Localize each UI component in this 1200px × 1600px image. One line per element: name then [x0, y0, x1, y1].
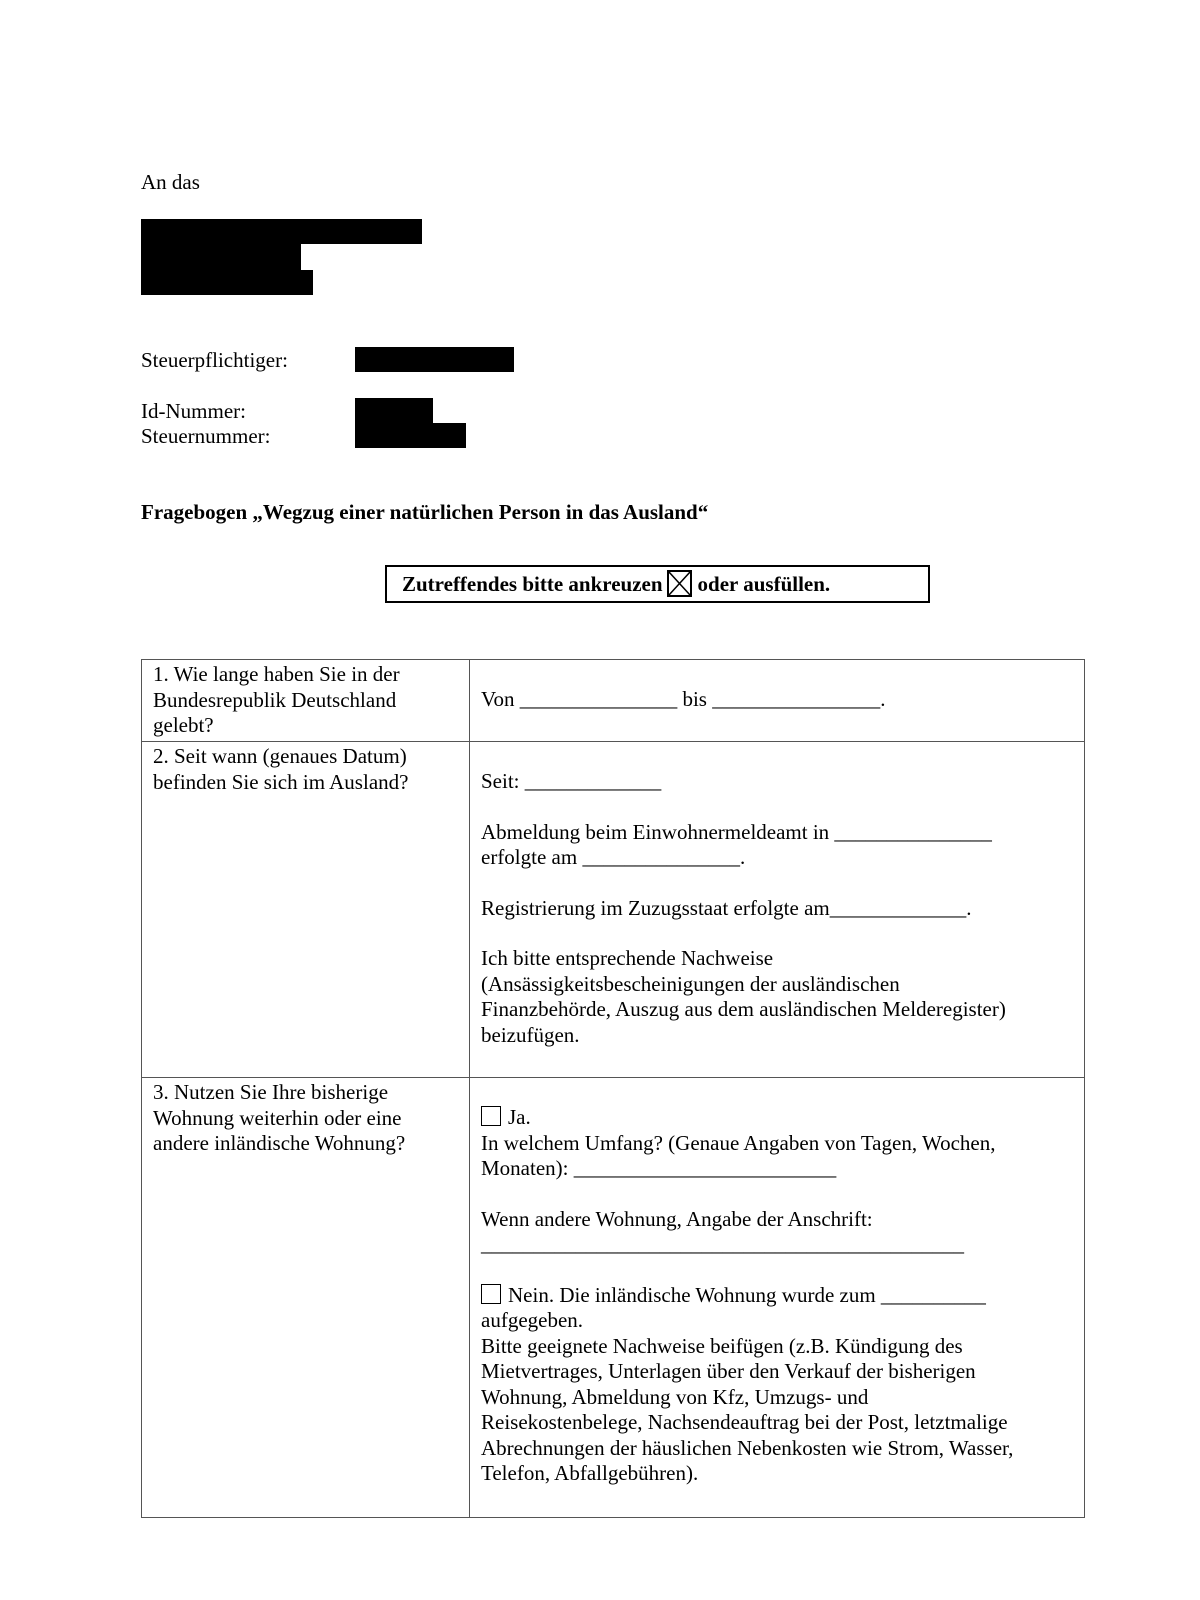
instruction-text-after: oder ausfüllen.	[697, 571, 831, 596]
yes-label: Ja.	[508, 1105, 531, 1129]
extent-field[interactable]: Monaten): _________________________	[481, 1156, 837, 1180]
table-row	[142, 660, 1085, 742]
checked-box-icon	[667, 570, 692, 597]
given-up-text: aufgegeben.	[481, 1308, 584, 1332]
answer-cell	[470, 742, 1085, 1078]
recipient-salutation: An das	[141, 170, 200, 194]
tax-number-label: Steuernummer:	[141, 424, 271, 448]
proof-note-line: Finanzbehörde, Auszug aus dem ausländischen Melderegister)	[481, 997, 1006, 1021]
question-cell	[142, 742, 470, 1078]
evidence-note-line: Bitte geeignete Nachweise beifügen (z.B. Kündigung des	[481, 1333, 963, 1358]
form-title: Fragebogen „Wegzug einer natürlichen Person in das Ausland“	[141, 500, 709, 524]
question-text: 2. Seit wann (genaues Datum) befinden Sie sich im Ausland?	[153, 744, 409, 794]
question-text: 3. Nutzen Sie Ihre bisherige Wohnung weiterhin oder eine andere inländische Wohnung?	[153, 1080, 406, 1155]
question-cell	[142, 660, 470, 742]
answer-cell	[470, 1078, 1085, 1518]
redacted-recipient-line-1	[141, 219, 422, 244]
redacted-tax-number	[355, 423, 466, 448]
deregistration-place-field[interactable]: Abmeldung beim Einwohnermeldeamt in _______________	[481, 819, 992, 844]
evidence-note-line: Abrechnungen der häuslichen Nebenkosten wie Strom, Wasser,	[481, 1435, 1014, 1460]
proof-note-line: Ich bitte entsprechende Nachweise	[481, 946, 774, 970]
table-row	[142, 1078, 1085, 1518]
redacted-taxpayer-name	[355, 347, 514, 372]
redacted-recipient-line-2	[141, 244, 301, 270]
questionnaire-table	[141, 659, 1085, 1518]
question-text: 1. Wie lange haben Sie in der Bundesrepublik Deutschland gelebt?	[153, 662, 400, 737]
instruction-box	[385, 565, 930, 603]
answer-cell	[470, 660, 1085, 742]
taxpayer-label: Steuerpflichtiger:	[141, 348, 288, 372]
abroad-since-field[interactable]: Seit: _____________	[481, 769, 662, 793]
extent-question-line: In welchem Umfang? (Genaue Angaben von Tagen, Wochen,	[481, 1130, 996, 1155]
evidence-note-line: Reisekostenbelege, Nachsendeauftrag bei der Post, letztmalige	[481, 1410, 1008, 1434]
other-address-label: Wenn andere Wohnung, Angabe der Anschrift:	[481, 1206, 873, 1231]
evidence-note-line: Telefon, Abfallgebühren).	[481, 1461, 699, 1485]
registration-date-field[interactable]: Registrierung im Zuzugsstaat erfolgte am_____________.	[481, 895, 972, 920]
instruction-text-before: Zutreffendes bitte ankreuzen	[402, 571, 663, 596]
table-row	[142, 742, 1085, 1078]
proof-note-line: beizufügen.	[481, 1022, 580, 1047]
yes-checkbox[interactable]	[481, 1106, 501, 1126]
residence-period-field[interactable]: Von _______________ bis ________________.	[481, 687, 886, 711]
no-checkbox[interactable]	[481, 1284, 501, 1304]
question-cell	[142, 1078, 470, 1518]
proof-note-line: (Ansässigkeitsbescheinigungen der ausländischen	[481, 971, 900, 996]
evidence-note-line: Mietvertrages, Unterlagen über den Verkauf der bisherigen	[481, 1359, 976, 1383]
id-number-label: Id-Nummer:	[141, 399, 246, 423]
other-address-field[interactable]: ______________________________________________	[481, 1232, 964, 1256]
evidence-note-line: Wohnung, Abmeldung von Kfz, Umzugs- und	[481, 1384, 869, 1409]
redacted-id-number	[355, 398, 433, 424]
no-label[interactable]: Nein. Die inländische Wohnung wurde zum __________	[508, 1282, 986, 1307]
deregistration-date-field[interactable]: erfolgte am _______________.	[481, 845, 746, 869]
redacted-recipient-line-3	[141, 270, 313, 295]
